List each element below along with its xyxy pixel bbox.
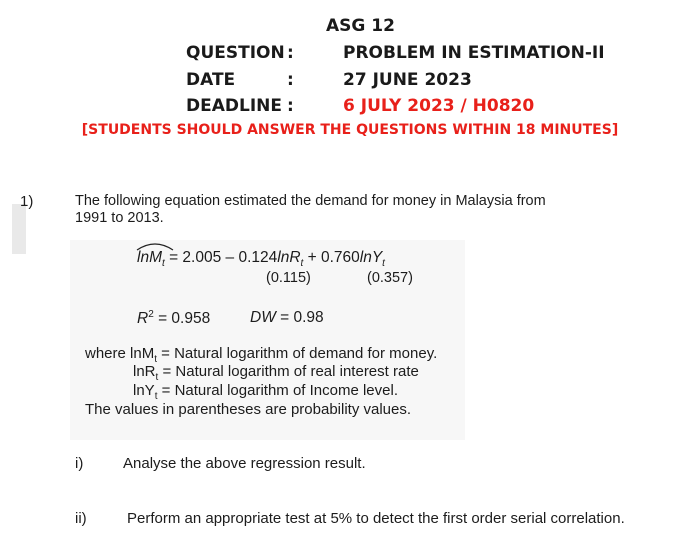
dw-symbol: DW (250, 309, 276, 326)
date-value: 27 JUNE 2023 (343, 70, 472, 90)
part-ii-text: Perform an appropriate test at 5% to detect the first order serial correlation. (127, 510, 625, 527)
r-squared (137, 309, 210, 328)
scan-edge-mark (12, 204, 26, 254)
definition-lnR-symbol: lnR (133, 363, 156, 380)
definition-lnR-subscript: t (155, 372, 159, 383)
r-squared-symbol: R (137, 310, 149, 328)
deadline-label: DEADLINE (186, 96, 282, 116)
definition-lnY-symbol: lnY (133, 382, 155, 399)
date-label: DATE (186, 70, 236, 90)
lnM-symbol: lnM (137, 249, 162, 266)
time-warning: [STUDENTS SHOULD ANSWER THE QUESTIONS WITHIN 18 MINUTES] (81, 122, 619, 138)
deadline-colon: : (287, 96, 294, 116)
date-colon: : (287, 70, 294, 90)
part-i-label: i) (75, 455, 84, 472)
p-value-lnR: (0.115) (266, 270, 311, 286)
durbin-watson (250, 309, 324, 327)
definition-lnY (133, 382, 398, 402)
part-ii-label: ii) (75, 510, 87, 527)
definition-lnY-subscript: t (154, 391, 158, 402)
question-colon: : (287, 43, 294, 63)
definition-lnM-subscript: t (154, 354, 157, 365)
definition-lnR (133, 363, 419, 383)
definition-lnM-text: = Natural logarithm of demand for money. (156, 345, 438, 362)
definition-lnY-text: = Natural logarithm of Income level. (157, 382, 398, 399)
question-value: PROBLEM IN ESTIMATION-II (343, 43, 605, 63)
question-label: QUESTION (186, 43, 285, 63)
deadline-value: 6 JULY 2023 / H0820 (343, 96, 535, 116)
fitted-lnM-term (137, 249, 165, 269)
definition-lnM (85, 345, 437, 365)
lnR-symbol: lnR (277, 249, 301, 266)
lnM-subscript: t (161, 258, 165, 270)
regression-equation (137, 249, 385, 269)
dw-value: = 0.98 (275, 309, 324, 326)
definition-lnM-symbol: where lnM (85, 345, 155, 362)
lnY-symbol: lnY (359, 249, 383, 266)
question-intro-line1: The following equation estimated the demand for money in Malaysia from (75, 193, 546, 209)
lnY-subscript: t (382, 258, 385, 270)
equation-part-b: + 0.760 (303, 249, 360, 266)
question-number: 1) (20, 193, 34, 210)
definition-lnR-text: = Natural logarithm of real interest rate (158, 363, 419, 380)
hat-accent-icon (136, 241, 174, 251)
r-squared-exponent: 2 (148, 309, 154, 320)
question-intro-line2: 1991 to 2013. (75, 210, 164, 226)
equation-part-a: = 2.005 – 0.124 (164, 249, 278, 266)
parentheses-note: The values in parentheses are probability values. (85, 401, 412, 418)
p-value-lnY: (0.357) (367, 270, 413, 286)
assignment-title: ASG 12 (326, 16, 395, 36)
lnR-subscript: t (300, 258, 304, 270)
r-squared-value: = 0.958 (153, 310, 211, 328)
part-i-text: Analyse the above regression result. (123, 455, 366, 472)
